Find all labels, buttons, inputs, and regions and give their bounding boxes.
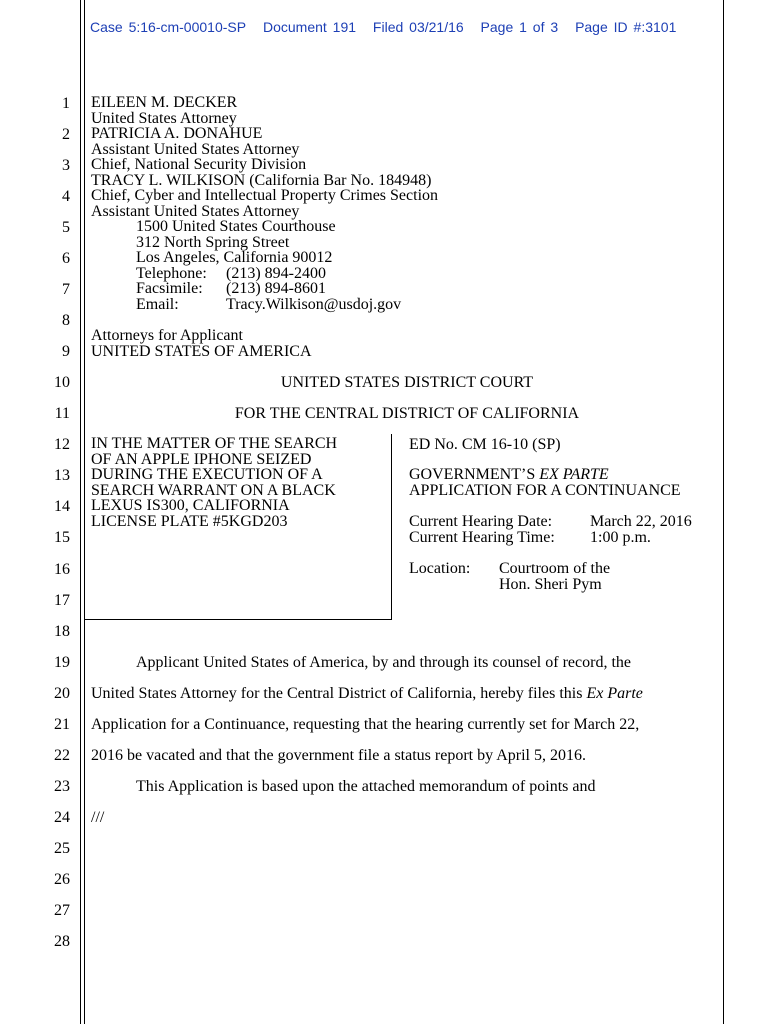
caption-matter [91,436,337,529]
filing-title-italic: EX PARTE [539,466,609,483]
document-number: Document 191 [262,19,357,35]
right-margin-rule [723,0,724,1024]
counsel-title-1: United States Attorney [91,109,237,127]
line-number: 5 [62,219,70,236]
address-line-1: 1500 United States Courthouse [136,218,336,235]
page-id: Page ID #:3101 [575,19,677,35]
ecf-header [90,19,687,35]
line-number: 17 [54,592,70,609]
caption-line: IN THE MATTER OF THE SEARCH [91,435,338,452]
attorneys-for-line: Attorneys for Applicant [91,327,243,344]
counsel-title-3b: Assistant United States Attorney [91,202,300,220]
counsel-title-2b: Chief, National Security Division [91,156,307,173]
hearing-time-value: 1:00 p.m. [590,528,651,546]
court-name: UNITED STATES DISTRICT COURT [280,374,534,391]
caption-line: OF AN APPLE IPHONE SEIZED [91,450,312,468]
case-number: Case 5:16-cm-00010-SP [90,19,247,35]
facsimile-label: Facsimile: [136,280,203,297]
line-number: 26 [54,871,70,888]
case-docket-number: ED No. CM 16-10 (SP) [409,436,561,453]
body-line: This Application is based upon the attached memorandum of points and [136,778,596,795]
line-number: 28 [54,933,70,950]
line-number: 3 [62,157,70,174]
location-value-2: Hon. Sheri Pym [499,575,602,593]
body-text: United States Attorney for the Central District of California, hereby files this [91,685,587,702]
caption-bottom-rule [85,619,391,620]
line-number: 11 [54,405,70,422]
line-number: 7 [62,281,70,298]
location-info [409,561,610,592]
body-italic: Ex Parte [586,685,643,702]
hearing-date-line [409,514,692,530]
caption-divider [391,434,392,620]
line-number: 16 [54,561,70,578]
counsel-name-2: PATRICIA A. DONAHUE [91,125,263,142]
caption-line: LICENSE PLATE #5KGD203 [91,512,288,530]
filed-date: Filed 03/21/16 [372,19,464,35]
line-number: 10 [54,374,70,391]
left-margin-rule-inner [84,0,85,1024]
line-number: 13 [54,467,70,484]
line-number: 18 [54,623,70,640]
hearing-date-label: Current Hearing Date: [409,513,553,530]
caption-line: LEXUS IS300, CALIFORNIA [91,497,290,514]
email-label: Email: [136,295,179,313]
telephone-value: (213) 894-2400 [226,264,326,282]
body-line [91,685,643,703]
line-number: 20 [54,685,70,702]
counsel-title-3a: Chief, Cyber and Intellectual Property Crimes Section [91,187,439,204]
filing-title-prefix: GOVERNMENT’S [409,466,540,483]
body-line: Application for a Continuance, requesting that the hearing currently set for March 22, [91,716,640,733]
address-line-2: 312 North Spring Street [136,233,290,251]
location-line-1 [409,561,610,577]
caption-line: SEARCH WARRANT ON A BLACK [91,481,336,499]
telephone-line [91,266,438,282]
line-number: 14 [54,498,70,515]
hearing-time-label: Current Hearing Time: [409,528,555,546]
location-value-1: Courtroom of the [499,560,611,577]
body-line: 2016 be vacated and that the government file a status report by April 5, 2016. [91,747,586,764]
telephone-label: Telephone: [136,264,207,282]
body-line: Applicant United States of America, by and through its counsel of record, the [136,654,631,671]
email-value: Tracy.Wilkison@usdoj.gov [226,295,402,313]
continuation-slashes: /// [91,809,105,826]
court-district: FOR THE CENTRAL DISTRICT OF CALIFORNIA [234,405,580,422]
line-number: 24 [54,809,70,826]
left-margin-rule-outer [80,0,81,1024]
line-number: 19 [54,654,70,671]
hearing-date-value: March 22, 2016 [590,513,692,530]
hearing-time-line [409,530,692,546]
line-number: 8 [62,312,70,329]
counsel-name-3: TRACY L. WILKISON (California Bar No. 184948) [91,171,432,189]
filing-title-line-1 [409,467,681,483]
line-number: 22 [54,747,70,764]
page-count: Page 1 of 3 [480,19,559,35]
line-number: 23 [54,778,70,795]
hearing-info [409,514,692,545]
facsimile-value: (213) 894-8601 [226,280,326,297]
line-number: 25 [54,840,70,857]
filing-title-line-2: APPLICATION FOR A CONTINUANCE [409,481,681,499]
facsimile-line [91,281,438,297]
line-number: 21 [54,716,70,733]
attorneys-for-block [91,328,312,359]
line-number: 1 [62,95,70,112]
line-number: 6 [62,250,70,267]
line-number: 12 [54,436,70,453]
line-number: 4 [62,188,70,205]
counsel-name-1: EILEEN M. DECKER [91,94,238,111]
location-label: Location: [409,560,471,577]
line-number: 2 [62,126,70,143]
line-number: 9 [62,343,70,360]
location-line-2 [409,577,610,593]
filing-title [409,467,681,498]
email-line [91,297,438,313]
counsel-title-2a: Assistant United States Attorney [91,140,300,158]
line-number: 15 [54,529,70,546]
address-line-3: Los Angeles, California 90012 [136,249,333,266]
applicant-name: UNITED STATES OF AMERICA [91,342,312,360]
counsel-block [91,95,438,312]
line-number: 27 [54,902,70,919]
caption-line: DURING THE EXECUTION OF A [91,466,323,483]
